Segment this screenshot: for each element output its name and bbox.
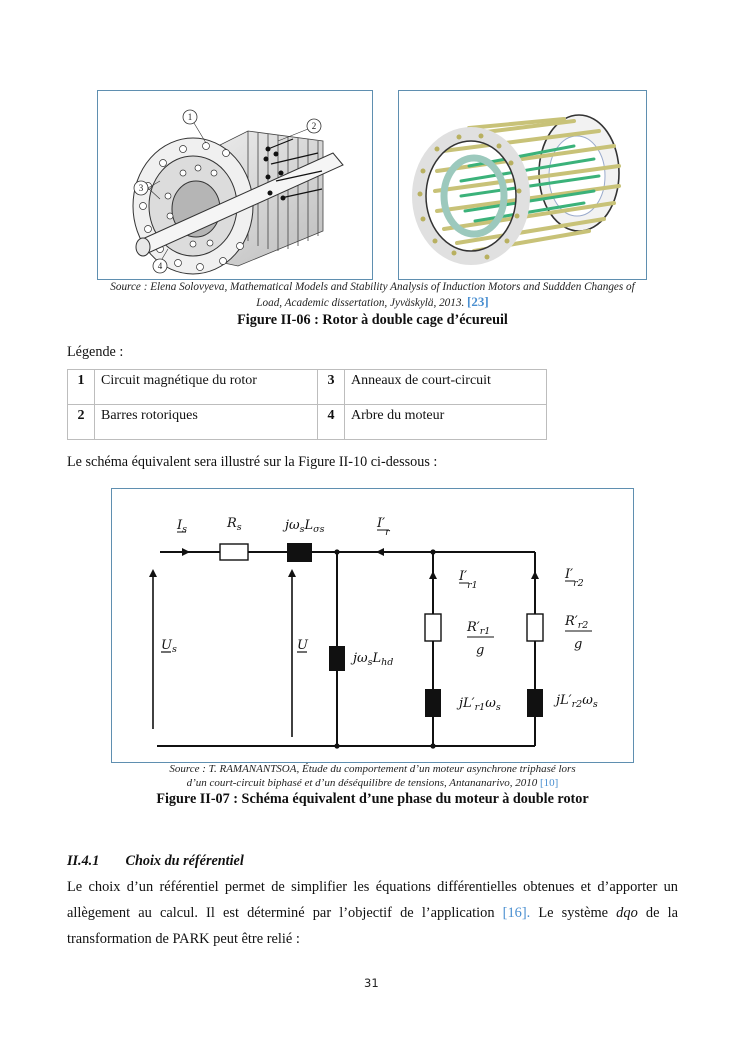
figure-06-citation-link[interactable]: [23] xyxy=(467,293,489,309)
citation-16-link[interactable]: [16]. xyxy=(502,905,531,921)
figure-07-title: Figure II-07 : Schéma équivalent d’une phase du moteur à double rotor xyxy=(156,791,589,807)
label-Is: $I_s$ xyxy=(177,518,188,535)
label-U: U xyxy=(297,638,308,653)
figure-07-source-line2: d’un court-circuit biphasé et d’un déséquilibre de tensions, Antananarivo, 2010 xyxy=(186,776,538,789)
stator-leakage-inductor xyxy=(287,543,312,562)
label-Ir: $I'_r$ xyxy=(377,516,390,538)
rotor2-resistor xyxy=(527,614,543,641)
label-Rr1-denominator: g xyxy=(476,643,485,658)
callout-3: 3 xyxy=(138,183,144,193)
label-Rr1-numerator: $R'_{r1}$ xyxy=(467,620,491,637)
equivalent-circuit-diagram xyxy=(112,489,633,762)
label-Ir2: $I'_{r2}$ xyxy=(565,567,584,589)
rotor2-inductor xyxy=(527,689,543,717)
label-Rr2-denominator: g xyxy=(574,637,583,652)
figure-07-source xyxy=(111,763,634,790)
label-magnetizing: $j\omega_sL_{hd}$ xyxy=(353,651,394,668)
figure-06-source-line2: Load, Academic dissertation, Jyväskylä, 2013. xyxy=(256,296,465,309)
rotor1-resistor xyxy=(425,614,441,641)
callout-1: 1 xyxy=(187,112,193,122)
legend-text: Arbre du moteur xyxy=(345,405,547,440)
legend-row xyxy=(68,405,547,440)
figure-07-citation-link[interactable]: [10] xyxy=(540,776,559,789)
legend-table xyxy=(67,369,547,440)
section-title: Choix du référentiel xyxy=(125,853,244,869)
legend-label: Légende : xyxy=(67,344,124,360)
figure-06-source xyxy=(60,280,685,310)
legend-row xyxy=(68,370,547,405)
intro-text: Le schéma équivalent sera illustré sur la Figure II-10 ci-dessous : xyxy=(67,454,438,470)
double-cage-bars-illustration xyxy=(399,91,646,279)
legend-text: Barres rotoriques xyxy=(95,405,318,440)
figure-07-source-line1: Source : T. RAMANANTSOA, Étude du comportement d’un moteur asynchrone triphasé lors xyxy=(169,763,576,775)
equivalent-circuit-figure xyxy=(111,488,634,763)
section-heading xyxy=(67,853,244,870)
label-Ir1: $I'_{r1}$ xyxy=(459,569,478,591)
figure-06-title: Figure II-06 : Rotor à double cage d’écureuil xyxy=(237,312,508,328)
legend-number: 3 xyxy=(318,370,345,405)
callout-4: 4 xyxy=(157,261,163,271)
page-number: 31 xyxy=(364,976,379,990)
label-Rs: $R_s$ xyxy=(227,516,242,533)
label-Rr2-numerator: $R'_{r2}$ xyxy=(565,614,589,631)
legend-text: Circuit magnétique du rotor xyxy=(95,370,318,405)
magnetizing-inductor xyxy=(329,646,345,671)
label-Lr1: $jL'_{r1}\omega_s$ xyxy=(459,696,501,713)
label-Lr2: $jL'_{r2}\omega_s$ xyxy=(556,693,598,710)
legend-number: 2 xyxy=(68,405,95,440)
double-cage-bars-figure xyxy=(398,90,647,280)
section-paragraph: Le choix d’un référentiel permet de simplifier les équations différentielles obtenues et d’apporter un allègement au calcul. Il est déterminé par l’objectif de l’application [16]. Le système dqo de la transformation de PARK peut être relié : xyxy=(67,879,678,947)
stator-resistor xyxy=(220,544,248,560)
legend-text: Anneaux de court-circuit xyxy=(345,370,547,405)
rotor-cutaway-illustration xyxy=(98,91,372,279)
section-number: II.4.1 xyxy=(67,853,100,869)
label-stator-leakage: $j\omega_sL_{\sigma s}$ xyxy=(285,518,325,535)
legend-number: 1 xyxy=(68,370,95,405)
rotor1-inductor xyxy=(425,689,441,717)
rotor-cutaway-figure xyxy=(97,90,373,280)
figure-06-source-line1: Source : Elena Solovyeva, Mathematical Models and Stability Analysis of Induction Motors and Suddden Changes of xyxy=(110,281,635,293)
callout-2: 2 xyxy=(311,121,317,131)
legend-number: 4 xyxy=(318,405,345,440)
label-Us: $U_s$ xyxy=(161,638,177,655)
